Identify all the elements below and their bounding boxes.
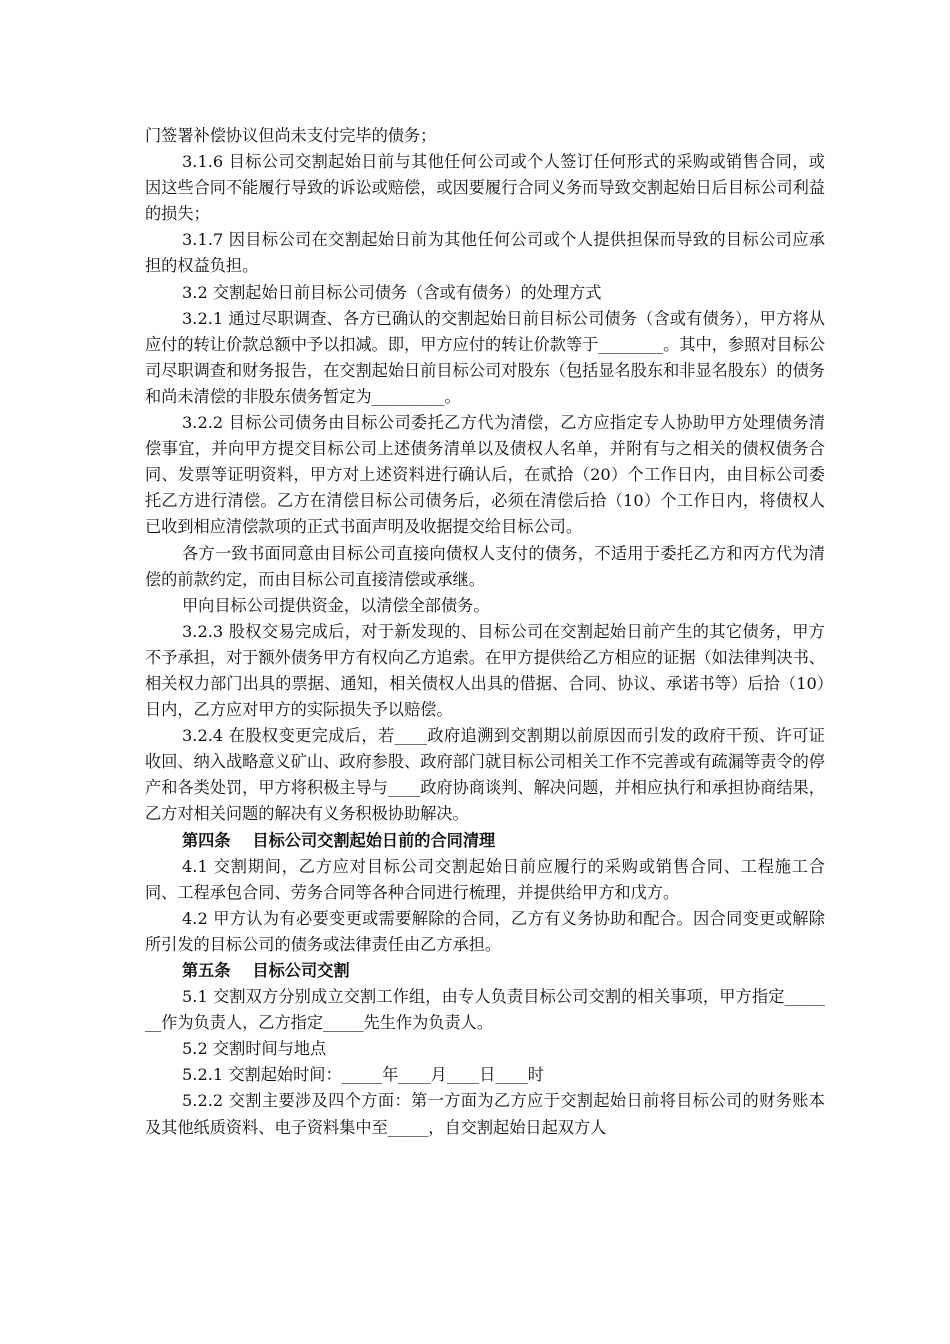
clause-3-2-4: 3.2.4 在股权变更完成后，若____政府追溯到交割期以前原因而引发的政府干预、许可证收回、纳入战略意义矿山、政府参股、政府部门就目标公司相关工作不完善或有疏漏等责令的停产和各类处罚，甲方将积极主导与____政府协商谈判、解决问题，并相应执行和承担协商结果，乙方对相关问题的解决有义务积极协助解决。 [145, 726, 825, 824]
clause-3-2-2: 3.2.2 目标公司债务由目标公司委托乙方代为清偿，乙方应指定专人协助甲方处理债务清偿事宜，并向甲方提交目标公司上述债务清单以及债权人名单，并附有与之相关的债权债务合同、发票等证明资料，甲方对上述资料进行确认后，在贰拾（20）个工作日内，由目标公司委托乙方进行清偿。乙方在清偿目标公司债务后，必须在清偿后拾（10）个工作日内，将债权人已收到相应清偿款项的正式书面声明及收据提交给目标公司。 [145, 413, 825, 537]
clause-3-2-3: 3.2.3 股权交易完成后，对于新发现的、目标公司在交割起始日前产生的其它债务，甲方不予承担，对于额外债务甲方有权向乙方追索。在甲方提供给乙方相应的证据（如法律判决书、相关权力部门出具的票据、通知，相关债权人出具的借据、合同、协议、承诺书等）后拾（10）日内，乙方应对甲方的实际损失予以赔偿。 [145, 621, 825, 720]
clause-3-1-7: 3.1.7 因目标公司在交割起始日前为其他任何公司或个人提供担保而导致的目标公司应承担的权益负担。 [145, 230, 825, 276]
clause-5-2-heading: 5.2 交割时间与地点 [182, 1039, 327, 1059]
clause-5-2-1: 5.2.1 交割起始时间：_____年____月____日____时 [182, 1065, 544, 1085]
clause-3-2-heading: 3.2 交割起始日前目标公司债务（含或有债务）的处理方式 [182, 282, 602, 302]
paragraph-funding: 甲向目标公司提供资金，以清偿全部债务。 [182, 595, 490, 615]
clause-3-2-1: 3.2.1 通过尽职调查、各方已确认的交割起始日前目标公司债务（含或有债务），甲方将从应付的转让价款总额中予以扣减。即，甲方应付的转让价款等于________。其中，参照对目标公司尽职调查和财务报告，在交割起始日前目标公司对股东（包括显名股东和非显名股东）的债务和尚未清偿的非股东债务暂定为_________。 [145, 308, 825, 406]
clause-5-1: 5.1 交割双方分别成立交割工作组，由专人负责目标公司交割的相关事项，甲方指定_______作为负责人，乙方指定_____先生作为负责人。 [145, 987, 825, 1033]
clause-3-1-6: 3.1.6 目标公司交割起始日前与其他任何公司或个人签订任何形式的采购或销售合同，或因这些合同不能履行导致的诉讼或赔偿，或因要履行合同义务而导致交割起始日后目标公司利益的损失； [145, 152, 825, 224]
paragraph-continuation: 门签署补偿协议但尚未支付完毕的债务； [145, 126, 437, 145]
document-page [145, 123, 825, 1141]
article-4-heading: 第四条 目标公司交割起始日前的合同清理 [182, 830, 496, 850]
clause-5-2-2: 5.2.2 交割主要涉及四个方面：第一方面为乙方应于交割起始日前将目标公司的财务账本及其他纸质资料、电子资料集中至_____，自交割起始日起双方人 [145, 1091, 825, 1137]
clause-4-1: 4.1 交割期间，乙方应对目标公司交割起始日前应履行的采购或销售合同、工程施工合同、工程承包合同、劳务合同等各种合同进行梳理，并提供给甲方和戊方。 [145, 856, 825, 902]
paragraph-direct-payment: 各方一致书面同意由目标公司直接向债权人支付的债务，不适用于委托乙方和丙方代为清偿的前款约定，而由目标公司直接清偿或承继。 [145, 543, 825, 589]
article-5-heading: 第五条 目标公司交割 [182, 961, 350, 980]
clause-4-2: 4.2 甲方认为有必要变更或需要解除的合同，乙方有义务协助和配合。因合同变更或解除所引发的目标公司的债务或法律责任由乙方承担。 [145, 908, 825, 954]
